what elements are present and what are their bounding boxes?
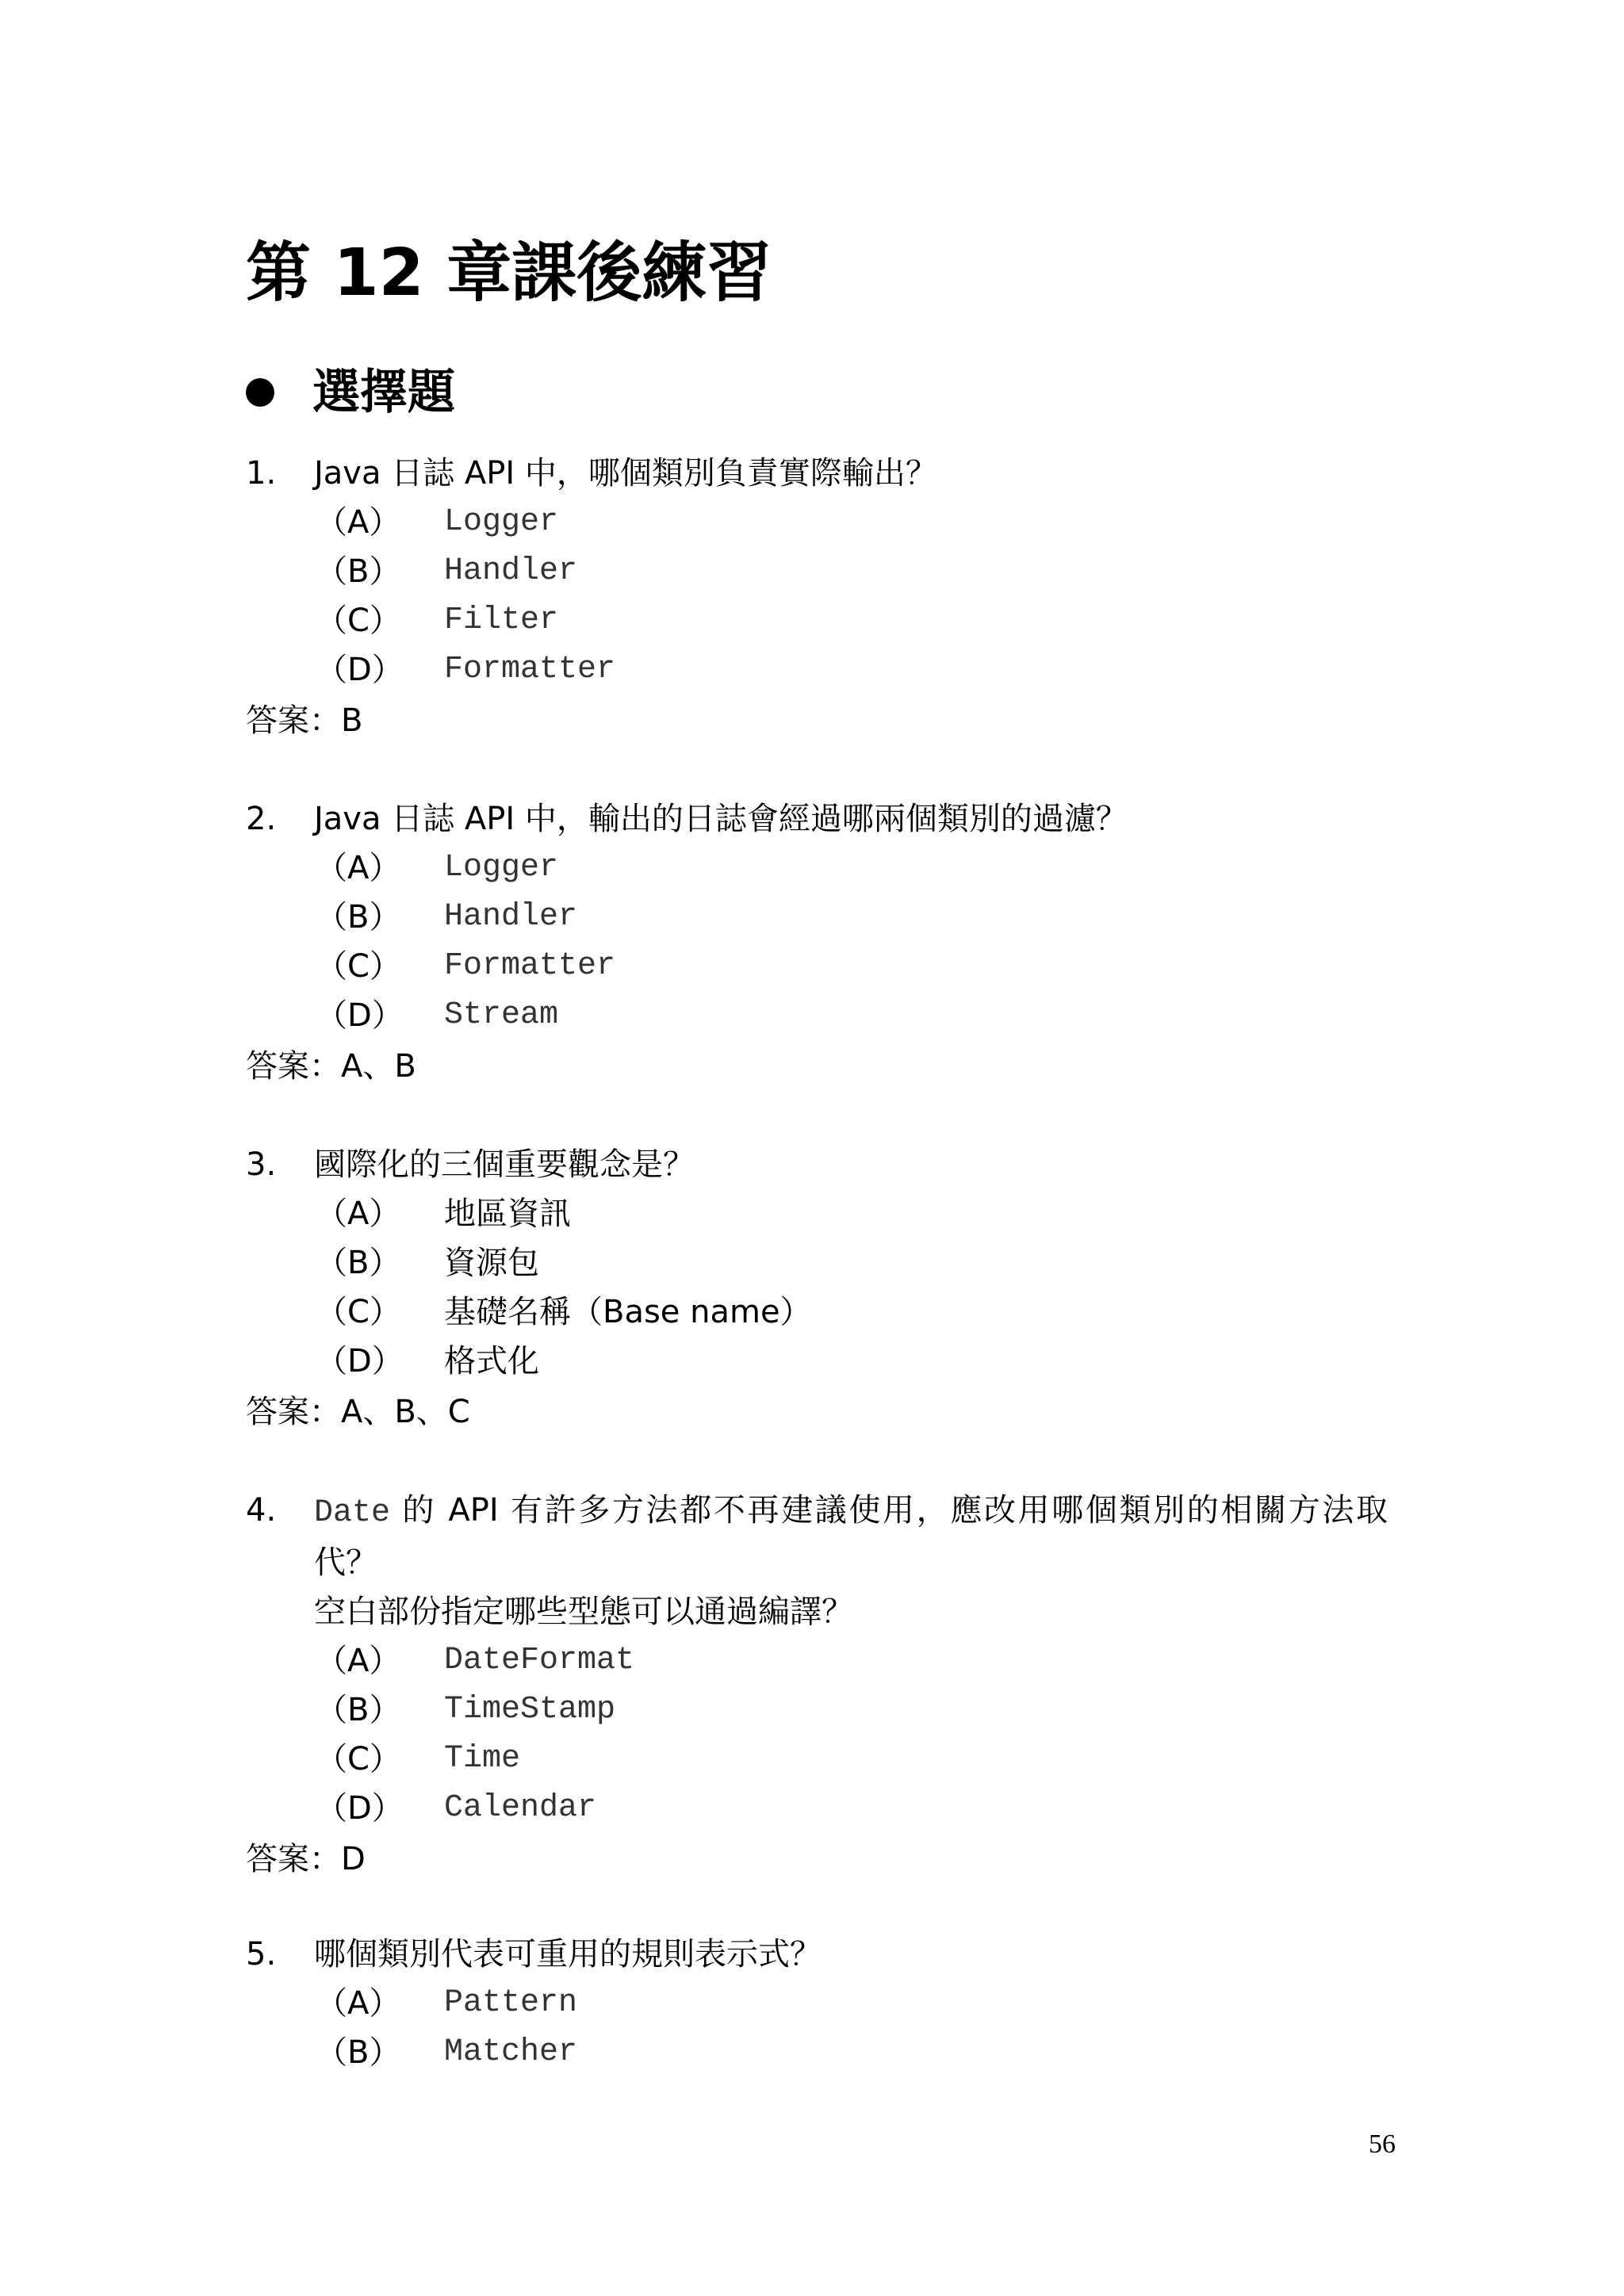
section-label: 選擇題 [312, 365, 455, 420]
option-list [246, 1636, 1388, 1833]
option-letter: （B） [316, 1245, 401, 1281]
question-stem [246, 1486, 1388, 1587]
answer-prefix: 答案： [246, 1394, 341, 1430]
question-number: 4. [246, 1492, 277, 1529]
option-list [246, 1979, 1388, 2077]
option-text: 地區資訊 [444, 1196, 571, 1232]
question-text-rest: 的 API 有許多方法都不再建議使用，應改用哪個類別的相關方法取代？ [314, 1492, 1388, 1581]
option-list [246, 1189, 1388, 1386]
option-d [246, 991, 1388, 1040]
question-number: 1. [246, 455, 277, 492]
option-text: Formatter [444, 652, 616, 687]
option-text: DateFormat [444, 1643, 635, 1678]
option-text: Stream [444, 997, 559, 1033]
option-letter: （C） [316, 1294, 401, 1330]
option-text: Handler [444, 899, 578, 935]
option-text: 基礎名稱（Base name） [444, 1294, 812, 1330]
answer-prefix: 答案： [246, 1048, 341, 1085]
option-letter: （A） [316, 850, 401, 886]
option-letter: （C） [316, 603, 401, 639]
option-c [246, 1288, 1388, 1337]
option-letter: （C） [316, 1741, 401, 1777]
question-number: 2. [246, 801, 277, 837]
option-letter: （B） [316, 1692, 401, 1728]
option-list [246, 844, 1388, 1040]
option-d [246, 1784, 1388, 1833]
question-subtext: 空白部份指定哪些型態可以通過編譯？ [314, 1594, 853, 1630]
option-d [246, 645, 1388, 695]
question-3 [246, 1140, 1388, 1437]
option-letter: （C） [316, 948, 401, 985]
option-a [246, 1636, 1388, 1686]
question-text: Java 日誌 API 中，哪個類別負責實際輸出？ [314, 455, 937, 492]
option-d [246, 1337, 1388, 1386]
option-letter: （A） [316, 1196, 401, 1232]
answer-prefix: 答案： [246, 702, 341, 739]
question-text: 哪個類別代表可重用的規則表示式？ [314, 1936, 822, 1973]
option-a [246, 498, 1388, 547]
option-letter: （D） [316, 1343, 404, 1380]
question-code: Date [314, 1495, 391, 1531]
question-stem [246, 449, 1388, 498]
option-letter: （B） [316, 899, 401, 936]
option-a [246, 1979, 1388, 2028]
question-number: 5. [246, 1936, 277, 1973]
question-text: Java 日誌 API 中，輸出的日誌會經過哪兩個類別的過濾？ [314, 801, 1128, 837]
answer-line [246, 1387, 1388, 1437]
option-text: Pattern [444, 1985, 578, 2021]
option-text: Logger [444, 850, 559, 886]
option-text: Logger [444, 504, 559, 540]
option-letter: （A） [316, 1985, 401, 2022]
option-b [246, 547, 1388, 596]
option-letter: （D） [316, 1790, 404, 1827]
answer-line [246, 696, 1388, 745]
answer-prefix: 答案： [246, 1841, 341, 1877]
option-text: TimeStamp [444, 1692, 616, 1728]
option-text: Time [444, 1741, 521, 1777]
option-text: 資源包 [444, 1245, 539, 1281]
option-text: Formatter [444, 948, 616, 984]
option-text: Calendar [444, 1790, 597, 1826]
question-stem [246, 1140, 1388, 1189]
answer-value: B [341, 702, 363, 739]
option-letter: （A） [316, 504, 401, 541]
option-b [246, 1686, 1388, 1735]
option-list [246, 498, 1388, 695]
question-stem [246, 794, 1388, 844]
question-2 [246, 794, 1388, 1091]
question-text [314, 1486, 1388, 1587]
bullet-icon [246, 378, 274, 407]
option-text: Matcher [444, 2034, 578, 2070]
page-number: 56 [1369, 2130, 1396, 2159]
option-letter: （D） [316, 652, 404, 688]
option-b [246, 893, 1388, 942]
option-c [246, 1735, 1388, 1784]
option-letter: （B） [316, 2034, 401, 2071]
question-text: 國際化的三個重要觀念是？ [314, 1146, 695, 1183]
section-heading [246, 357, 455, 428]
answer-line [246, 1042, 1388, 1091]
question-stem [246, 1930, 1388, 1979]
option-letter: （A） [316, 1643, 401, 1679]
question-number: 3. [246, 1146, 277, 1183]
question-1 [246, 449, 1388, 745]
question-4 [246, 1486, 1388, 1884]
option-letter: （B） [316, 553, 401, 590]
question-5 [246, 1930, 1388, 2077]
answer-value: D [341, 1841, 366, 1877]
answer-line [246, 1835, 1388, 1884]
option-c [246, 942, 1388, 991]
answer-value: A、B、C [341, 1394, 470, 1430]
option-text: Filter [444, 603, 559, 638]
option-a [246, 844, 1388, 893]
option-text: Handler [444, 553, 578, 589]
answer-value: A、B [341, 1048, 416, 1085]
option-c [246, 596, 1388, 645]
chapter-title: 第 12 章課後練習 [246, 235, 772, 311]
option-a [246, 1189, 1388, 1238]
option-b [246, 1238, 1388, 1288]
option-text: 格式化 [444, 1343, 539, 1380]
option-b [246, 2028, 1388, 2077]
option-letter: （D） [316, 997, 404, 1034]
